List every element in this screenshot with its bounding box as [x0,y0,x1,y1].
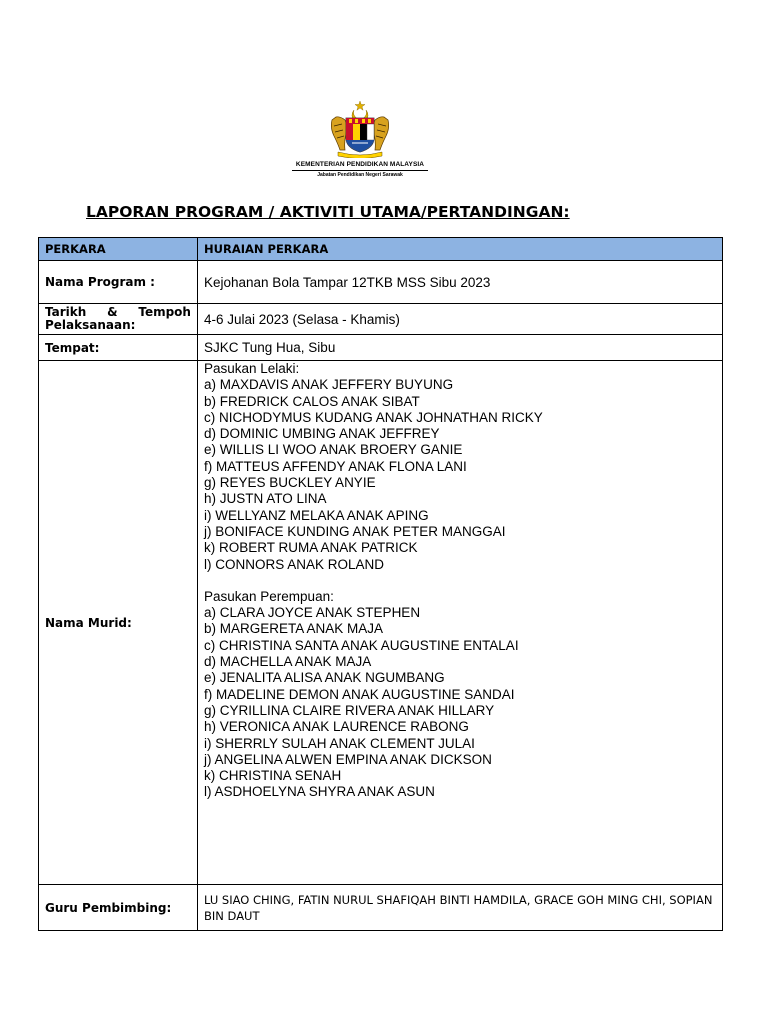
row-tarikh [39,304,723,335]
list-item: h) JUSTN ATO LINA [204,491,327,507]
list-item: b) MARGERETA ANAK MAJA [204,621,384,637]
list-item: c) CHRISTINA SANTA ANAK AUGUSTINE ENTALAI [204,637,519,653]
label-tarikh-word1: Tarikh [45,305,87,319]
value-tarikh: 4-6 Julai 2023 (Selasa - Khamis) [198,304,723,335]
list-item: l) CONNORS ANAK ROLAND [204,556,385,572]
list-item: i) WELLYANZ MELAKA ANAK APING [204,507,429,523]
list-item: g) REYES BUCKLEY ANYIE [204,475,376,491]
pasukan-perempuan-heading: Pasukan Perempuan: [204,588,334,604]
list-item: e) JENALITA ALISA ANAK NGUMBANG [204,670,445,686]
list-item: f) MADELINE DEMON ANAK AUGUSTINE SANDAI [204,686,515,702]
label-tarikh [39,304,198,335]
malaysia-coat-of-arms-icon [328,100,392,158]
row-nama-program [39,261,723,304]
label-tempat: Tempat: [39,335,198,361]
list-item: d) DOMINIC UMBING ANAK JEFFREY [204,426,440,442]
list-item: k) CHRISTINA SENAH [204,768,342,784]
label-nama-program: Nama Program : [39,261,198,304]
report-title: LAPORAN PROGRAM / AKTIVITI UTAMA/PERTANDINGAN: [86,203,570,221]
list-item: g) CYRILLINA CLAIRE RIVERA ANAK HILLARY [204,702,495,718]
list-item: a) CLARA JOYCE ANAK STEPHEN [204,605,421,621]
label-nama-murid: Nama Murid: [39,361,198,885]
label-guru: Guru Pembimbing: [39,885,198,931]
value-nama-murid [198,361,723,885]
label-tarikh-line2: Pelaksanaan: [45,318,136,332]
ministry-name: KEMENTERIAN PENDIDIKAN MALAYSIA [295,161,425,168]
report-table [38,237,723,931]
ministry-logo [290,100,430,184]
list-item: d) MACHELLA ANAK MAJA [204,654,372,670]
value-guru: LU SIAO CHING, FATIN NURUL SHAFIQAH BINTI HAMDILA, GRACE GOH MING CHI, SOPIAN BIN DAUT [198,885,723,931]
list-item: c) NICHODYMUS KUDANG ANAK JOHNATHAN RICKY [204,409,543,425]
list-item: h) VERONICA ANAK LAURENCE RABONG [204,719,469,735]
list-item: l) ASDHOELYNA SHYRA ANAK ASUN [204,784,435,800]
list-item: i) SHERRLY SULAH ANAK CLEMENT JULAI [204,735,475,751]
value-nama-program: Kejohanan Bola Tampar 12TKB MSS Sibu 2023 [198,261,723,304]
row-tempat [39,335,723,361]
label-tarikh-word2: & [107,305,118,319]
pasukan-perempuan-list [204,605,716,801]
row-guru [39,885,723,931]
department-name: Jabatan Pendidikan Negeri Sarawak [317,172,403,178]
value-tempat: SJKC Tung Hua, Sibu [198,335,723,361]
list-item: f) MATTEUS AFFENDY ANAK FLONA LANI [204,458,467,474]
header-perkara: PERKARA [39,238,198,261]
list-item: j) ANGELINA ALWEN EMPINA ANAK DICKSON [204,751,492,767]
list-item: k) ROBERT RUMA ANAK PATRICK [204,540,418,556]
list-item: a) MAXDAVIS ANAK JEFFERY BUYUNG [204,377,454,393]
pasukan-lelaki-list [204,377,716,573]
table-header-row [39,238,723,261]
header-huraian: HURAIAN PERKARA [198,238,723,261]
pasukan-lelaki-heading: Pasukan Lelaki: [204,361,300,376]
list-item: e) WILLIS LI WOO ANAK BROERY GANIE [204,442,463,458]
ministry-divider [292,170,428,171]
row-nama-murid [39,361,723,885]
list-item: b) FREDRICK CALOS ANAK SIBAT [204,393,420,409]
list-item: j) BONIFACE KUNDING ANAK PETER MANGGAI [204,523,506,539]
label-tarikh-word3: Tempoh [138,305,191,319]
